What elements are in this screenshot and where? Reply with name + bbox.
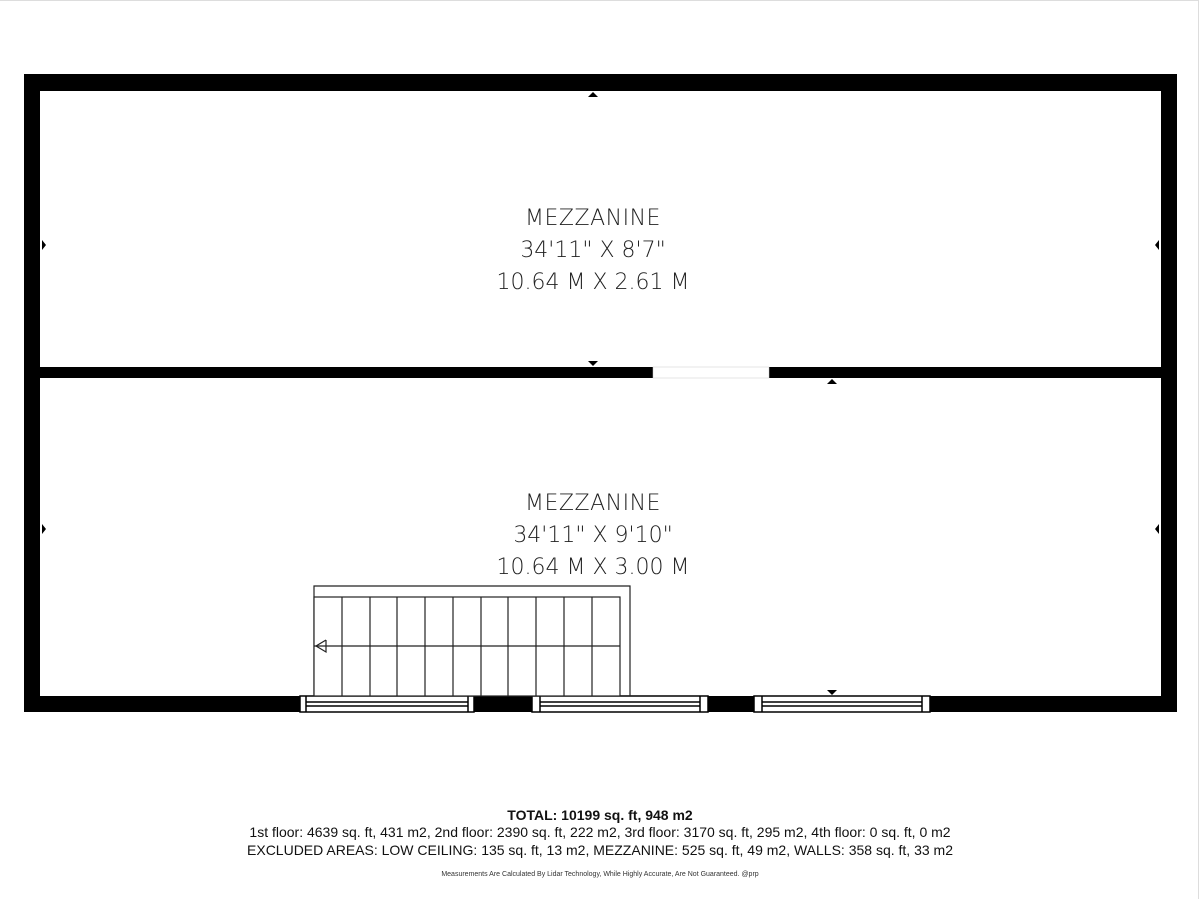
room-name: MEZZANINE (525, 206, 661, 231)
marker-triangle-icon (827, 690, 837, 695)
wall-bottom-segment (474, 696, 532, 712)
marker-triangle-icon (42, 240, 46, 250)
room-dims-imperial: 34'11" X 8'7" (520, 238, 666, 263)
marker-triangle-icon (827, 379, 837, 384)
wall-right (1161, 74, 1177, 712)
marker-triangle-icon (1155, 240, 1159, 250)
window (754, 696, 930, 712)
disclaimer: Measurements Are Calculated By Lidar Technology, While Highly Accurate, Are Not Guaranteed. @prp (441, 871, 759, 878)
wall-top (24, 74, 1177, 91)
total-area: TOTAL: 10199 sq. ft, 948 m2 (507, 807, 693, 823)
floor-areas: 1st floor: 4639 sq. ft, 431 m2, 2nd floor: 2390 sq. ft, 222 m2, 3rd floor: 3170 sq. ft, 295 m2, 4th floor: 0 sq. ft, 0 m2 (249, 824, 951, 840)
marker-triangle-icon (588, 92, 598, 97)
wall-bottom-segment (24, 696, 300, 712)
room-name: MEZZANINE (525, 491, 661, 516)
room-label-upper (393, 206, 793, 299)
partition-wall (24, 367, 1177, 378)
room-dims-metric: 10.64 M X 3.00 M (496, 555, 690, 580)
room-label-lower (393, 491, 793, 584)
window (532, 696, 708, 712)
partition-left (24, 367, 653, 378)
wall-bottom-segment (708, 696, 754, 712)
partition-opening (653, 367, 769, 378)
marker-triangle-icon (42, 524, 46, 534)
room-dims-imperial: 34'11" X 9'10" (513, 523, 673, 548)
windows (300, 696, 930, 712)
window (300, 696, 474, 712)
marker-triangle-icon (588, 361, 598, 366)
wall-left (24, 74, 40, 712)
room-dims-metric: 10.64 M X 2.61 M (496, 270, 690, 295)
staircase (314, 586, 630, 696)
partition-right (769, 367, 1177, 378)
wall-bottom-segment (930, 696, 1177, 712)
marker-triangle-icon (1155, 524, 1159, 534)
excluded-areas: EXCLUDED AREAS: LOW CEILING: 135 sq. ft, 13 m2, MEZZANINE: 525 sq. ft, 49 m2, WALLS: 358 sq. ft, 33 m2 (247, 842, 953, 858)
